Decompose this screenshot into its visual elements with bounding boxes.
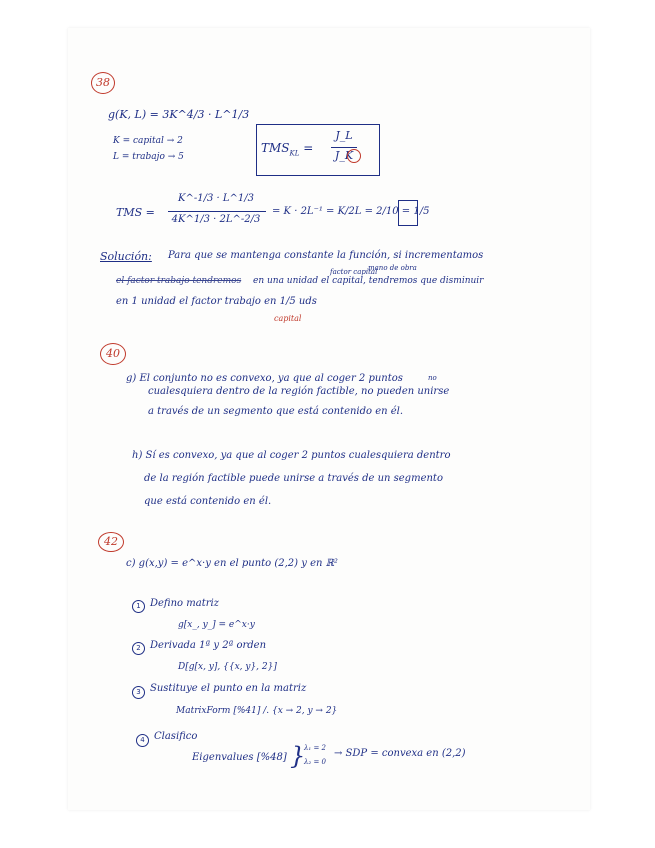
eigenvalue-brace: }	[290, 742, 306, 770]
tms-calc-bar	[168, 211, 266, 212]
tms-formula-box	[256, 124, 380, 176]
tms-calc-numerator: K^-1/3 · L^1/3	[178, 193, 254, 204]
result-box	[398, 200, 418, 226]
eigenvalues-code: Eigenvalues [%48]	[192, 752, 287, 763]
part-h-line-3: que está contenido en él.	[144, 496, 272, 507]
solution-note-below: capital	[274, 314, 302, 323]
step-2-text: Derivada 1ª y 2ª orden	[150, 640, 267, 651]
circled-k-mark	[347, 149, 361, 163]
step-4-marker: 4	[136, 734, 149, 747]
tms-numerator: J_L	[335, 129, 353, 142]
step-1-marker: 1	[132, 600, 145, 613]
part-g-line-2: cualesquiera dentro de la región factible, no pueden unirse	[148, 386, 450, 397]
notebook-page	[68, 28, 590, 810]
solution-line-3: en 1 unidad el factor trabajo en 1/5 uds	[116, 296, 317, 307]
problem-number-40: 40	[100, 343, 126, 365]
step-1-code: g[x_, y_] = e^x·y	[178, 620, 255, 630]
production-function: g(K, L) = 3K^4/3 · L^1/3	[108, 108, 250, 121]
part-g-note: no	[428, 374, 437, 382]
solution-note-above: factor capital	[330, 268, 378, 276]
solution-struck-text: el factor trabajo tendremos	[116, 276, 242, 286]
eigenvalue-2: λ₂ = 0	[304, 758, 327, 766]
solution-label: Solución:	[100, 250, 152, 263]
step-3-marker: 3	[132, 686, 145, 699]
part-g-line-1: g) El conjunto no es convexo, ya que al coger 2 puntos	[126, 373, 403, 384]
step-2-marker: 2	[132, 642, 145, 655]
labor-definition: L = trabajo → 5	[113, 152, 184, 162]
solution-line-1: Para que se mantenga constante la función, si incrementamos	[168, 250, 484, 261]
part-c-statement: c) g(x,y) = e^x·y en el punto (2,2) y en ℝ²	[126, 558, 338, 569]
capital-definition: K = capital → 2	[113, 136, 183, 146]
convexity-conclusion: → SDP = convexa en (2,2)	[334, 748, 466, 759]
step-2-code: D[g[x, y], {{x, y}, 2}]	[178, 662, 277, 672]
step-3-code: MatrixForm [%41] /. {x → 2, y → 2}	[176, 706, 338, 716]
step-1-text: Defino matriz	[150, 598, 219, 609]
problem-number-38: 38	[91, 72, 115, 94]
problem-number-42: 42	[98, 532, 124, 552]
part-g-line-3: a través de un segmento que está contenido en él.	[148, 406, 404, 417]
step-3-text: Sustituye el punto en la matriz	[150, 683, 307, 694]
tms-calc-denominator: 4K^1/3 · 2L^-2/3	[171, 214, 261, 225]
step-4-text: Clasifico	[154, 731, 198, 742]
tms-label: $TMS_{KL}$ =	[261, 141, 314, 158]
solution-line-2: en una unidad el capital, tendremos que disminuir	[253, 276, 484, 286]
part-h-line-1: h) Sí es convexo, ya que al coger 2 puntos cualesquiera dentro	[132, 450, 451, 461]
tms-calc-left: TMS =	[116, 206, 155, 219]
tms-calc-result: = K · 2L⁻¹ = K/2L = 2/10 = 1/5	[272, 206, 430, 217]
eigenvalue-1: λ₁ = 2	[304, 744, 327, 752]
solution-note-above-2: mano de obra	[368, 264, 417, 272]
part-h-line-2: de la región factible puede unirse a través de un segmento	[144, 473, 443, 484]
tms-denominator: J_K	[334, 149, 354, 162]
tms-fraction-bar	[331, 147, 357, 148]
